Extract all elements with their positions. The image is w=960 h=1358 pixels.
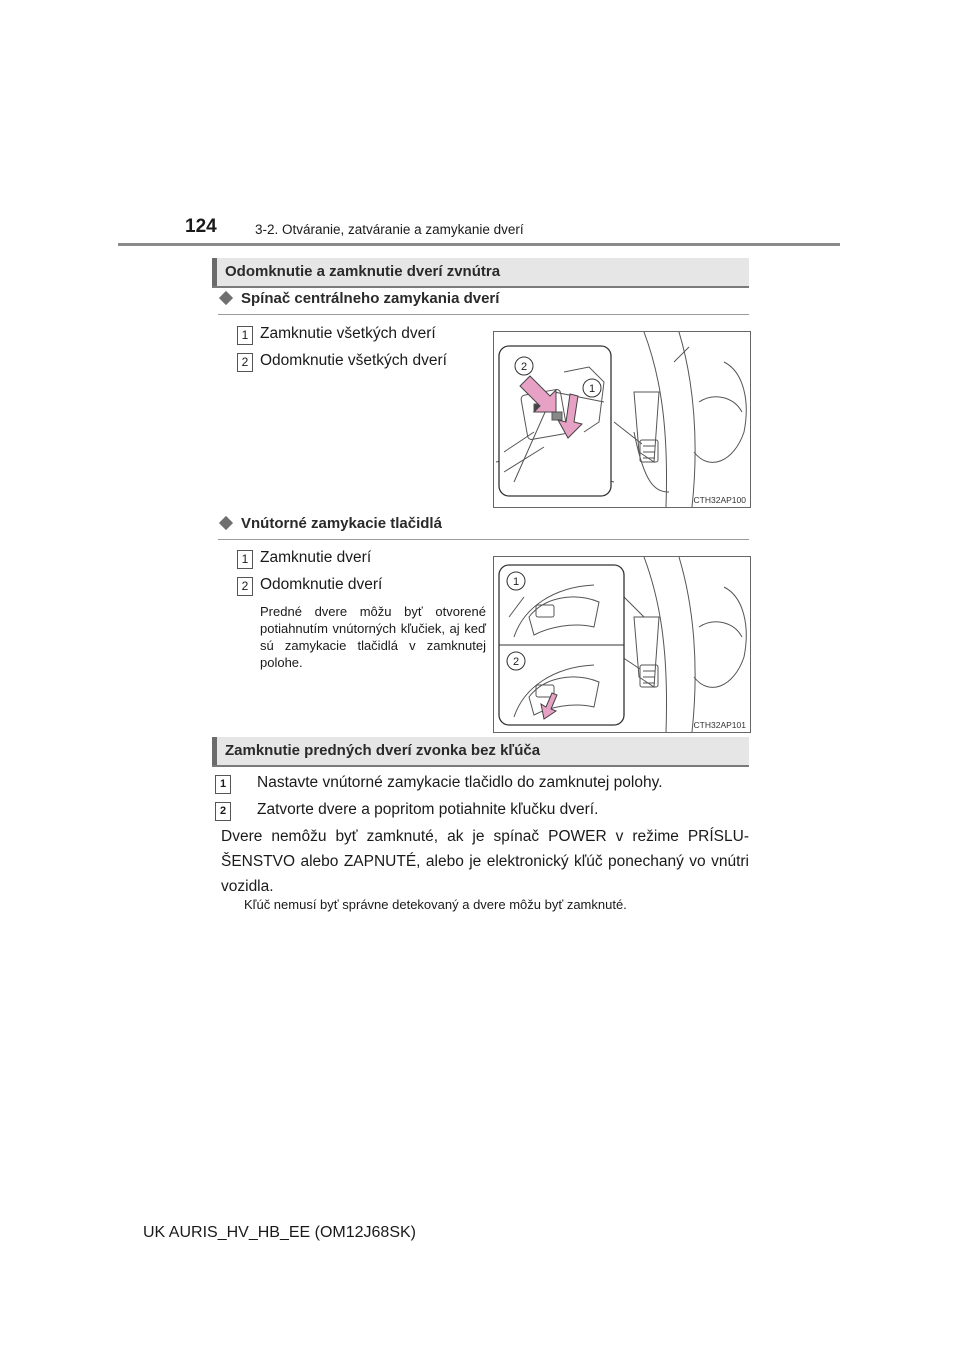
footer-model-code: UK AURIS_HV_HB_EE (OM12J68SK) (143, 1224, 416, 1241)
section-marker (212, 737, 217, 765)
header-divider (118, 243, 840, 246)
step-text: Nastavte vnútorné zamykacie tlačidlo do zamknutej polohy. (257, 774, 663, 791)
figure-central-lock-switch (493, 331, 751, 508)
figure-inside-lock-buttons (493, 556, 751, 733)
list-item-text: Zamknutie všetkých dverí (260, 325, 436, 342)
section-heading-keyless-lock (212, 737, 749, 767)
step-number: 2 (215, 802, 231, 821)
callout-number: 2 (237, 577, 253, 596)
page-number: 124 (185, 216, 217, 237)
step-text: Zatvorte dvere a popritom potiahnite kľučku dverí. (257, 801, 599, 818)
section-heading-inside-locking (212, 258, 749, 288)
section-marker (212, 258, 217, 286)
step-number: 1 (215, 775, 231, 794)
body-paragraph: Dvere nemôžu byť zamknuté, ak je spínač POWER v režime PRÍSLU-ŠENSTVO alebo ZAPNUTÉ, alebo je elektronický kľúč ponechaný vo vnútri vozidla. (221, 828, 749, 895)
lock-button-illustration (494, 557, 750, 732)
list-item-text: Odomknutie dverí (260, 576, 383, 593)
callout-1: 1 (588, 383, 596, 395)
callout-2: 2 (512, 656, 520, 668)
subheading-title: Vnútorné zamykacie tlačidlá (241, 515, 442, 532)
note-text: Kľúč nemusí byť správne detekovaný a dvere môžu byť zamknuté. (244, 897, 627, 912)
chapter-title: 3-2. Otváranie, zatváranie a zamykanie dverí (255, 222, 524, 237)
figure-id: CTH32AP101 (693, 720, 746, 730)
diamond-bullet-icon (219, 516, 233, 530)
subheading-inside-lock-buttons (218, 515, 749, 540)
subheading-title: Spínač centrálneho zamykania dverí (241, 290, 500, 307)
figure-id: CTH32AP100 (693, 495, 746, 505)
callout-number: 1 (237, 326, 253, 345)
central-lock-illustration (494, 332, 750, 507)
diamond-bullet-icon (219, 291, 233, 305)
subheading-central-lock-switch (218, 290, 749, 315)
section-title: Odomknutie a zamknutie dverí zvnútra (225, 263, 501, 280)
section-title: Zamknutie predných dverí zvonka bez kľúča (225, 742, 541, 759)
callout-number: 1 (237, 550, 253, 569)
callout-number: 2 (237, 353, 253, 372)
callout-2: 2 (520, 361, 528, 373)
list-item-text: Odomknutie všetkých dverí (260, 352, 447, 369)
callout-1: 1 (512, 576, 520, 588)
note-text: Predné dvere môžu byť otvorené potiahnutím vnútorných kľučiek, aj keď sú zamykacie tlačidlá v zamknutej polohe. (260, 604, 486, 670)
list-item-text: Zamknutie dverí (260, 549, 372, 566)
